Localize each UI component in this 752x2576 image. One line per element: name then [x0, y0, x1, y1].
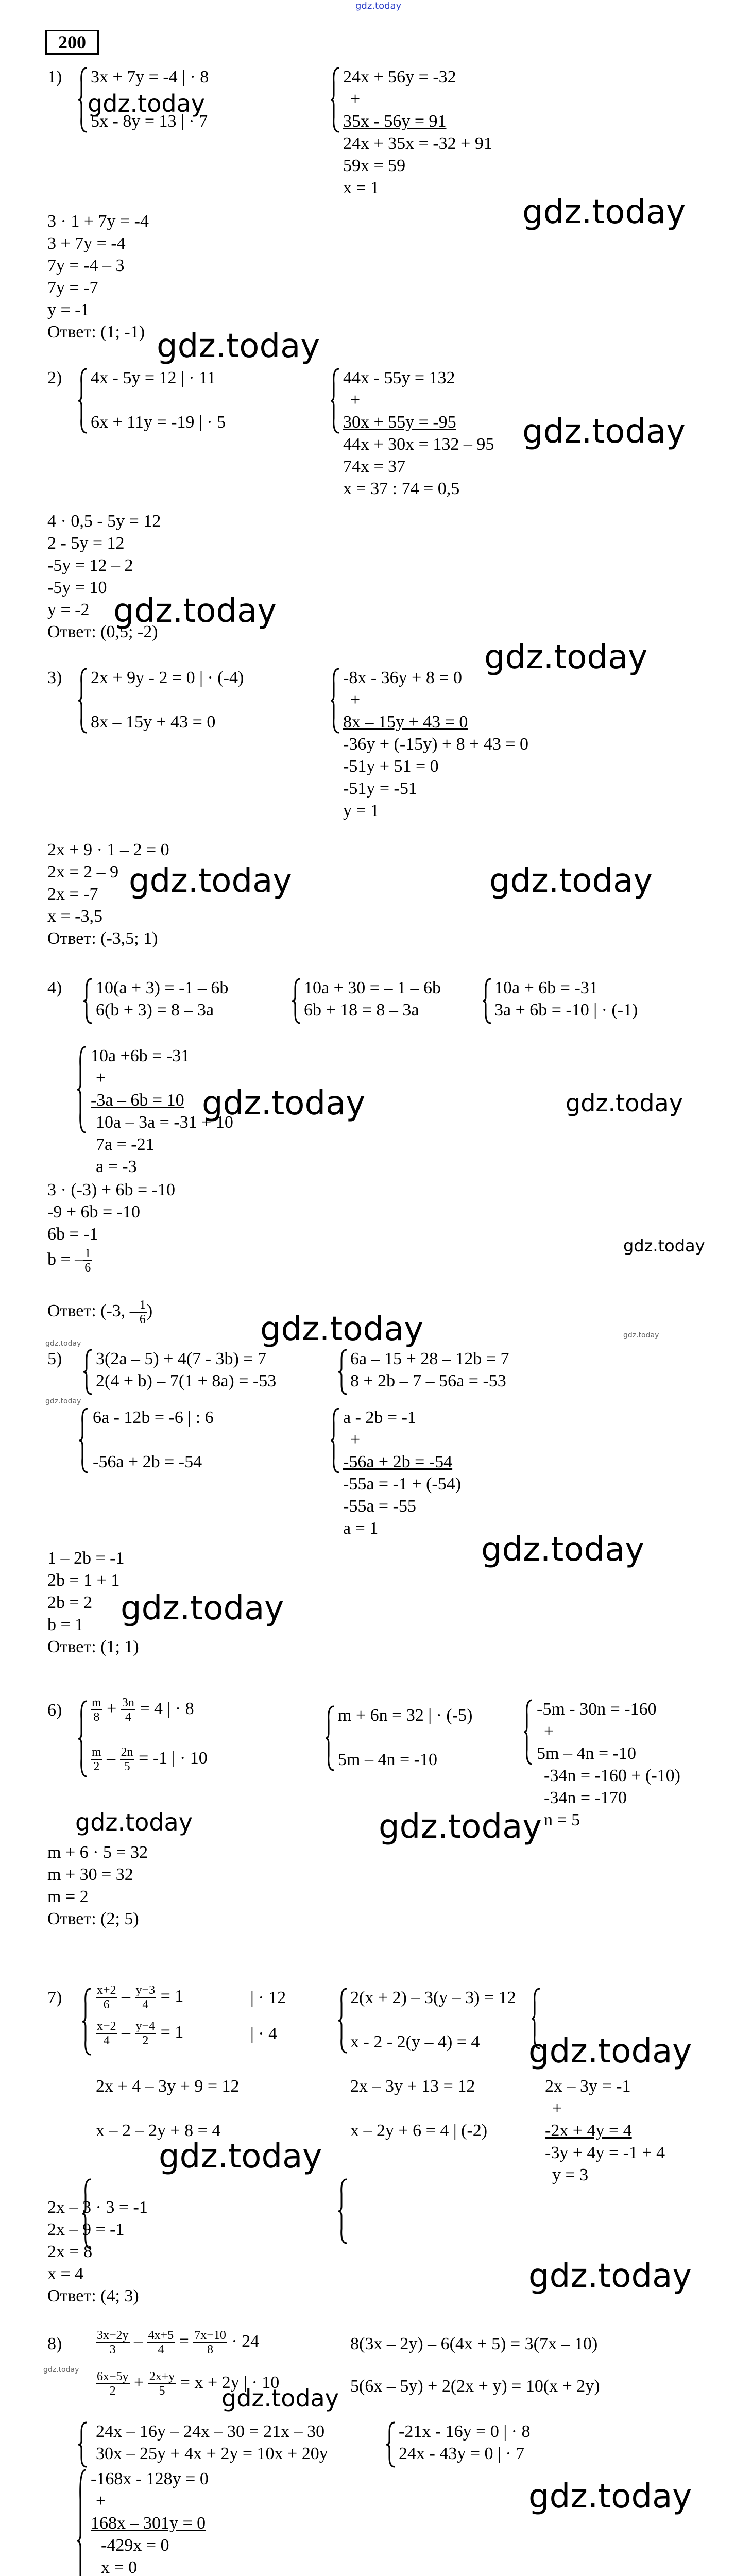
equation: 10a + 6b = -31 — [494, 978, 598, 997]
watermark: gdz.today — [75, 1808, 193, 1836]
plus-sign: + — [350, 90, 361, 109]
fraction — [91, 1696, 102, 1724]
equation: 24x + 35x = -32 + 91 — [343, 134, 492, 153]
fraction — [148, 2370, 176, 2398]
equation: $\frac{m}{8}$ + $\frac{3n}{4}$ = 4 | · 8 — [92, 1696, 194, 1724]
equation: 24x – 16y – 24x – 30 = 21x – 30 — [96, 2422, 325, 2441]
equation: -36y + (-15y) + 8 + 43 = 0 — [343, 735, 528, 754]
equation: 7y = -7 — [47, 278, 98, 297]
brace — [330, 368, 340, 434]
equation: -56a + 2b = -54 — [93, 1452, 202, 1471]
numerator: 7x−10 — [194, 2329, 226, 2342]
watermark: gdz.today — [202, 1084, 366, 1123]
equation: x = 4 — [47, 2264, 84, 2283]
watermark: gdz.today — [157, 327, 320, 365]
equation: 2x – 3y = -1 — [545, 2077, 631, 2096]
watermark: gdz.today — [528, 2032, 692, 2071]
watermark: gdz.today — [43, 2366, 79, 2374]
equation: 24x - 43y = 0 | · 7 — [399, 2444, 525, 2463]
equation: 6(b + 3) = 8 – 3a — [96, 1001, 214, 1020]
watermark: gdz.today — [113, 592, 277, 630]
equation: m = 2 — [47, 1887, 89, 1906]
denominator: 8 — [207, 2343, 214, 2357]
item-label: 5) — [47, 1349, 62, 1368]
answer: Ответ: (2; 5) — [47, 1909, 139, 1928]
denominator: 8 — [93, 1710, 100, 1724]
equation: -3a – 6b = 10 — [91, 1091, 184, 1110]
equation: 24x + 56y = -32 — [343, 67, 456, 87]
item-label: 2) — [47, 368, 62, 387]
answer: Ответ: (1; -1) — [47, 323, 145, 342]
plus-sign: + — [350, 391, 361, 410]
watermark: gdz.today — [489, 862, 653, 900]
answer: Ответ: (-3,5; 1) — [47, 929, 158, 948]
equation: x = -3,5 — [47, 907, 102, 926]
equation: -55a = -1 + (-54) — [343, 1475, 462, 1494]
plus-sign: + — [350, 1430, 361, 1449]
brace — [330, 67, 340, 133]
equation: 5m – 4n = -10 — [537, 1744, 636, 1763]
equation: 2 - 5y = 12 — [47, 534, 125, 553]
denominator: 5 — [159, 2384, 165, 2398]
equation: 6a - 12b = -6 | : 6 — [93, 1408, 214, 1427]
equation: 5(6x – 5y) + 2(2x + y) = 10(x + 2y) — [350, 2377, 600, 2396]
equation: 3 · (-3) + 6b = -10 — [47, 1180, 175, 1199]
watermark: gdz.today — [221, 2384, 339, 2412]
watermark: gdz.today — [129, 862, 293, 900]
equation: -9 + 6b = -10 — [47, 1202, 140, 1222]
brace — [291, 978, 301, 1024]
numerator: m — [92, 1745, 101, 1759]
equation: 2x – 3 · 3 = -1 — [47, 2198, 148, 2217]
brace — [330, 1408, 340, 1473]
equation: 2x + 4 – 3y + 9 = 12 — [96, 2077, 240, 2096]
equation: 2x – 9 = -1 — [47, 2220, 125, 2239]
equation: 35x - 56y = 91 — [343, 112, 447, 131]
watermark: gdz.today — [45, 1340, 81, 1348]
equation: 8(3x – 2y) – 6(4x + 5) = 3(7x – 10) — [350, 2334, 598, 2353]
equation: 2x = 2 – 9 — [47, 862, 119, 882]
watermark: gdz.today — [522, 413, 686, 451]
equation: 59x = 59 — [343, 156, 406, 175]
equation: | · 12 — [250, 1988, 286, 2007]
equation: -21x - 16y = 0 | · 8 — [399, 2422, 531, 2441]
item-label: 3) — [47, 668, 62, 687]
equation: 4 · 0,5 - 5y = 12 — [47, 512, 161, 531]
equation: -5m - 30n = -160 — [537, 1700, 657, 1719]
brace — [77, 1700, 88, 1777]
fraction — [91, 1745, 102, 1773]
brace — [337, 2178, 348, 2244]
equation: 44x - 55y = 132 — [343, 368, 455, 387]
brace — [77, 668, 88, 734]
fraction — [139, 1298, 147, 1326]
answer: Ответ: (4; 3) — [47, 2286, 139, 2306]
denominator: 4 — [103, 2034, 110, 2047]
watermark: gdz.today — [379, 1808, 542, 1846]
equation: 4x - 5y = 12 | · 11 — [91, 368, 216, 387]
equation: -5y = 10 — [47, 578, 107, 597]
fraction — [135, 2020, 157, 2047]
plus-sign: + — [544, 1722, 554, 1741]
equation: 30x + 55y = -95 — [343, 413, 456, 432]
equation: $\frac{x-2}{4}$ – $\frac{y-4}{2}$ = 1 — [97, 2020, 184, 2047]
equation: 2x = 8 — [47, 2242, 93, 2261]
equation: 3a + 6b = -10 | · (-1) — [494, 1001, 638, 1020]
fraction — [120, 1745, 134, 1773]
answer: Ответ: (-3, – $\frac{1}{6}$ ) — [47, 1298, 153, 1326]
equation: 3x + 7y = -4 | · 8 — [91, 67, 209, 87]
watermark: gdz.today — [481, 1531, 645, 1569]
watermark: gdz.today — [45, 1397, 81, 1405]
equation: 10a + 30 = – 1 – 6b — [304, 978, 441, 997]
equation: 2x + 9y - 2 = 0 | · (-4) — [91, 668, 244, 687]
equation: 30x – 25y + 4x + 2y = 10x + 20y — [96, 2444, 328, 2463]
brace — [324, 1705, 335, 1771]
numerator: 3x−2y — [97, 2329, 129, 2342]
equation: m + 6n = 32 | · (-5) — [338, 1706, 473, 1725]
watermark: gdz.today — [623, 1331, 659, 1340]
equation: 2b = 1 + 1 — [47, 1571, 120, 1590]
equation: a = -3 — [96, 1157, 137, 1176]
fraction — [83, 1247, 92, 1275]
equation: 2x – 3y + 13 = 12 — [350, 2077, 475, 2096]
brace — [337, 1349, 348, 1395]
answer: Ответ: (1; 1) — [47, 1637, 139, 1656]
brace — [385, 2421, 396, 2468]
fraction — [96, 2370, 130, 2398]
equation: 2(x + 2) – 3(y – 3) = 12 — [350, 1988, 516, 2007]
equation: 7a = -21 — [96, 1135, 155, 1154]
fraction — [96, 2020, 117, 2047]
equation: 8x – 15y + 43 = 0 — [91, 713, 216, 732]
equation: 10a +6b = -31 — [91, 1046, 190, 1065]
numerator: 1 — [84, 1247, 91, 1260]
numerator: y−4 — [135, 2020, 156, 2033]
equation-text: = 1 — [160, 1986, 184, 2006]
equation: $\frac{6x-5y}{2}$ + $\frac{2x+y}{5}$ = x + 2y | · 10 — [97, 2370, 280, 2398]
equation-text: = -1 | · 10 — [139, 1748, 208, 1768]
brace — [523, 1699, 533, 1765]
equation: a = 1 — [343, 1519, 379, 1538]
equation: y = -2 — [47, 600, 90, 619]
denominator: 5 — [124, 1760, 130, 1773]
numerator: y−3 — [135, 1984, 156, 1997]
numerator: x−2 — [97, 2020, 116, 2033]
equation: 2x = -7 — [47, 885, 98, 904]
fraction — [121, 1696, 135, 1724]
equation: -34n = -170 — [544, 1788, 627, 1807]
numerator: 3n — [122, 1696, 134, 1709]
equation: 10(a + 3) = -1 – 6b — [96, 978, 229, 997]
equation-text: · 24 — [231, 2331, 260, 2351]
equation: 6a – 15 + 28 – 12b = 7 — [350, 1349, 509, 1368]
plus-sign: + — [96, 1069, 106, 1088]
equation-text: = 4 | · 8 — [140, 1699, 194, 1718]
equation-text: b = – — [47, 1249, 84, 1269]
equation: 5m – 4n = -10 — [338, 1750, 437, 1769]
numerator: x+2 — [97, 1984, 116, 1997]
plus-sign: + — [552, 2099, 562, 2118]
equation: x – 2 – 2y + 8 = 4 — [96, 2121, 221, 2140]
equation: 6b = -1 — [47, 1225, 98, 1244]
denominator: 2 — [93, 1760, 100, 1773]
equation: m + 30 = 32 — [47, 1865, 133, 1884]
equation: 3 + 7y = -4 — [47, 234, 126, 253]
item-label: 8) — [47, 2334, 62, 2353]
watermark: gdz.today — [528, 2478, 692, 2516]
equation: y = 3 — [552, 2165, 589, 2184]
numerator: 6x−5y — [97, 2370, 129, 2383]
brace — [330, 668, 340, 734]
equation: x – 2y + 6 = 4 | (-2) — [350, 2121, 488, 2140]
brace — [76, 1046, 87, 1133]
equation: x = 1 — [343, 178, 380, 197]
equation: x = 0 — [101, 2558, 138, 2576]
denominator: 4 — [158, 2343, 164, 2357]
equation: y = -1 — [47, 300, 90, 319]
equation-text: = 1 — [160, 2022, 184, 2042]
brace — [337, 1988, 348, 2054]
equation: -5y = 12 – 2 — [47, 556, 133, 575]
denominator: 4 — [125, 1710, 131, 1724]
equation: m + 6 · 5 = 32 — [47, 1843, 148, 1862]
equation — [47, 1247, 92, 1275]
equation: -168x - 128y = 0 — [91, 2469, 209, 2488]
site-header[interactable]: gdz.today — [355, 1, 402, 11]
plus-sign: + — [96, 2492, 106, 2511]
brace — [82, 1349, 93, 1395]
equation: 1 – 2b = -1 — [47, 1549, 125, 1568]
equation: 168x – 301y = 0 — [91, 2514, 206, 2533]
watermark: gdz.today — [623, 1236, 705, 1256]
equation: 7y = -4 – 3 — [47, 256, 125, 275]
equation: | · 4 — [250, 2024, 278, 2043]
equation: 8 + 2b – 7 – 56a = -53 — [350, 1371, 506, 1391]
equation: -51y + 51 = 0 — [343, 757, 439, 776]
equation: -3y + 4y = -1 + 4 — [545, 2143, 665, 2162]
numerator: 1 — [139, 1298, 146, 1312]
fraction — [193, 2329, 227, 2357]
watermark: gdz.today — [484, 638, 648, 676]
equation: n = 5 — [544, 1810, 580, 1829]
equation: 3 · 1 + 7y = -4 — [47, 212, 149, 231]
brace — [77, 67, 88, 133]
equation-text: = x + 2y | · 10 — [180, 2372, 280, 2392]
equation: -55a = -55 — [343, 1497, 416, 1516]
numerator: m — [92, 1696, 101, 1709]
equation: $\frac{m}{2}$ – $\frac{2n}{5}$ = -1 | · 10 — [92, 1745, 208, 1773]
equation: x = 37 : 74 = 0,5 — [343, 479, 460, 498]
numerator: 2n — [121, 1745, 133, 1759]
equation: 5x - 8y = 13 | · 7 — [91, 112, 208, 131]
equation: 6x + 11y = -19 | · 5 — [91, 413, 226, 432]
equation: 8x – 15y + 43 = 0 — [343, 713, 468, 732]
denominator: 2 — [109, 2384, 116, 2398]
brace — [77, 368, 88, 434]
equation: 2x + 9 · 1 – 2 = 0 — [47, 840, 169, 859]
equation: 3(2a – 5) + 4(7 - 3b) = 7 — [96, 1349, 267, 1368]
brace — [482, 978, 492, 1024]
fraction — [96, 1984, 117, 2011]
equation: y = 1 — [343, 801, 380, 820]
watermark: gdz.today — [260, 1310, 424, 1348]
item-label: 4) — [47, 978, 62, 997]
fraction — [147, 2329, 175, 2357]
equation: 10a – 3a = -31 + 10 — [96, 1113, 233, 1132]
equation: -51y = -51 — [343, 779, 417, 798]
equation: -429x = 0 — [101, 2536, 169, 2555]
numerator: 4x+5 — [148, 2329, 174, 2342]
brace — [77, 2421, 88, 2468]
item-label: 7) — [47, 1988, 62, 2007]
brace — [82, 978, 93, 1024]
denominator: 4 — [142, 1998, 149, 2011]
denominator: 2 — [142, 2034, 149, 2047]
denominator: 6 — [84, 1261, 91, 1275]
watermark: gdz.today — [566, 1089, 683, 1117]
equation: x - 2 - 2(y – 4) = 4 — [350, 2032, 480, 2052]
fraction — [96, 2329, 130, 2357]
equation: 2(4 + b) – 7(1 + 8a) = -53 — [96, 1371, 277, 1391]
watermark: gdz.today — [159, 2138, 322, 2176]
item-label: 1) — [47, 67, 62, 87]
denominator: 6 — [139, 1313, 146, 1326]
watermark: gdz.today — [88, 90, 205, 117]
item-label: 6) — [47, 1701, 62, 1720]
equation: -56a + 2b = -54 — [343, 1452, 453, 1471]
brace — [78, 1408, 89, 1473]
answer: Ответ: (0,5; -2) — [47, 622, 158, 641]
equation: 2b = 2 — [47, 1593, 93, 1612]
equation: a - 2b = -1 — [343, 1408, 416, 1427]
brace — [81, 1988, 92, 2056]
equation: $\frac{x+2}{6}$ – $\frac{y-3}{4}$ = 1 — [97, 1984, 184, 2011]
fraction — [135, 1984, 157, 2011]
equation: -2x + 4y = 4 — [545, 2121, 632, 2140]
watermark: gdz.today — [121, 1589, 284, 1628]
denominator: 3 — [109, 2343, 116, 2357]
plus-sign: + — [350, 690, 361, 709]
equation: -8x - 36y + 8 = 0 — [343, 668, 462, 687]
equation: -34n = -160 + (-10) — [544, 1766, 680, 1785]
answer-text: Ответ: (-3, – — [47, 1301, 139, 1320]
watermark: gdz.today — [528, 2257, 692, 2295]
equation: b = 1 — [47, 1615, 84, 1634]
equation: $\frac{3x-2y}{3}$ – $\frac{4x+5}{4}$ = $\frac{7x-10}{8}$ · 24 — [97, 2329, 260, 2357]
watermark: gdz.today — [522, 193, 686, 231]
numerator: 2x+y — [149, 2370, 175, 2383]
equation: 6b + 18 = 8 – 3a — [304, 1001, 419, 1020]
brace — [76, 2469, 87, 2576]
equation: 74x = 37 — [343, 457, 406, 476]
task-number: 200 — [45, 30, 99, 55]
denominator: 6 — [103, 1998, 110, 2011]
equation: 44x + 30x = 132 – 95 — [343, 435, 494, 454]
